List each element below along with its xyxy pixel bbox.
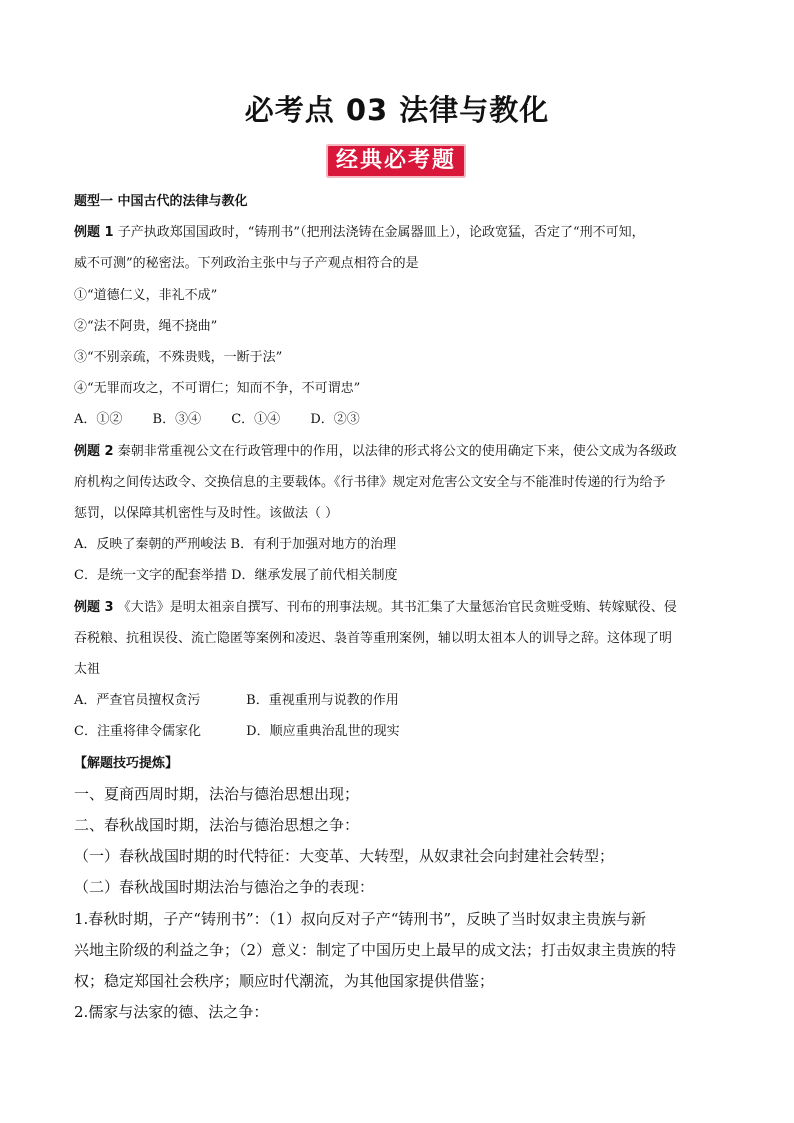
example2-option-d: D．继承发展了前代相关制度 [231,568,398,584]
example2-line2: 府机构之间传达政令、交换信息的主要载体。《行书律》规定对危害公文安全与不能准时传递的行为给予 [74,474,666,490]
content-body [74,186,724,1028]
example1-item-4: ④“无罪而攻之，不可谓仁；知而不争，不可谓忠” [74,381,361,397]
example3-line3: 太祖 [74,662,101,678]
example2-option-a: A．反映了秦朝的严刑峻法 [74,537,227,553]
example2-text1: 秦朝非常重视公文在行政管理中的作用，以法律的形式将公文的使用确定下来，使公文成为各级政 [113,443,677,459]
example3-option-c: C．注重将律令儒家化 [74,724,201,740]
tips-line-2: 二、春秋战国时期，法治与德治思想之争： [74,816,360,835]
example1-line1 [74,217,724,248]
example2-options-row2 [74,560,724,591]
example1-option-d: D．②③ [310,412,360,428]
classic-questions-banner: 经典必考题 [326,144,466,178]
example3-label: 例题 3 [74,599,114,615]
tips-line-8: 2.儒家与法家的德、法之争： [74,1003,269,1022]
tips-line-3: （一）春秋战国时期的时代特征：大变革、大转型，从奴隶社会向封建社会转型； [74,847,615,866]
example1-item-1: ①“道德仁义，非礼不成” [74,287,218,303]
example1-options [74,404,724,435]
example2-line1 [74,436,724,467]
example2-option-c: C．是统一文字的配套举措 [74,568,227,584]
example3-line1 [74,592,724,623]
example3-option-d: D．顺应重典治乱世的现实 [246,724,400,740]
example1-line2: 威不可测”的秘密法。下列政治主张中与子产观点相符合的是 [74,256,419,272]
tips-heading: 【解题技巧提炼】 [74,755,179,771]
example2-option-b: B．有利于加强对地方的治理 [230,537,397,553]
page-title: 必考点 03 法律与教化 [244,93,550,127]
example3-line2: 吞税粮、抗租误役、流亡隐匿等案例和凌迟、袅首等重刑案例，辅以明太祖本人的训导之辞。这体现了明 [74,630,673,646]
example1-text1: 子产执政郑国国政时，“铸刑书”（把刑法浇铸在金属器皿上），论政宽猛，否定了“刑不可知， [113,225,645,241]
example1-item-3: ③“不别亲疏，不殊贵贱，一断于法” [74,350,283,366]
example2-line3: 惩罚，以保障其机密性与及时性。该做法（ ） [74,506,339,522]
section-heading: 题型一 中国古代的法律与教化 [74,194,248,209]
tips-line-4: （二）春秋战国时期法治与德治之争的表现： [74,878,375,897]
example1-item-2: ②“法不阿贵，绳不挠曲” [74,318,218,334]
tips-line-6: 兴地主阶级的利益之争；（2）意义：制定了中国历史上最早的成文法；打击奴隶主贵族的特 [74,940,677,959]
example3-options-row2 [74,716,724,747]
tips-line-5: 1.春秋时期，子产“铸刑书”：（1）叔向反对子产“铸刑书”，反映了当时奴隶主贵族与新 [74,909,647,928]
example3-option-a: A．严查官员擅权贪污 [74,693,201,709]
example1-option-a: A．①② [74,412,123,428]
example1-option-b: B．③④ [152,412,202,428]
tips-line-7: 权；稳定郑国社会秩序；顺应时代潮流，为其他国家提供借鉴； [74,972,495,991]
example3-text1: 《大诰》是明太祖亲自撰写、刊布的刑事法规。其书汇集了大量惩治官民贪赃受贿、转嫁赋役、侵 [113,599,677,615]
example1-label: 例题 1 [74,225,114,241]
example2-label: 例题 2 [74,443,114,459]
example3-options-row1 [74,685,724,716]
example3-option-b: B．重视重刑与说教的作用 [246,693,399,709]
tips-line-1: 一、夏商西周时期，法治与德治思想出现； [74,784,360,803]
example1-option-c: C．①④ [231,412,281,428]
example2-options-row1 [74,529,724,560]
